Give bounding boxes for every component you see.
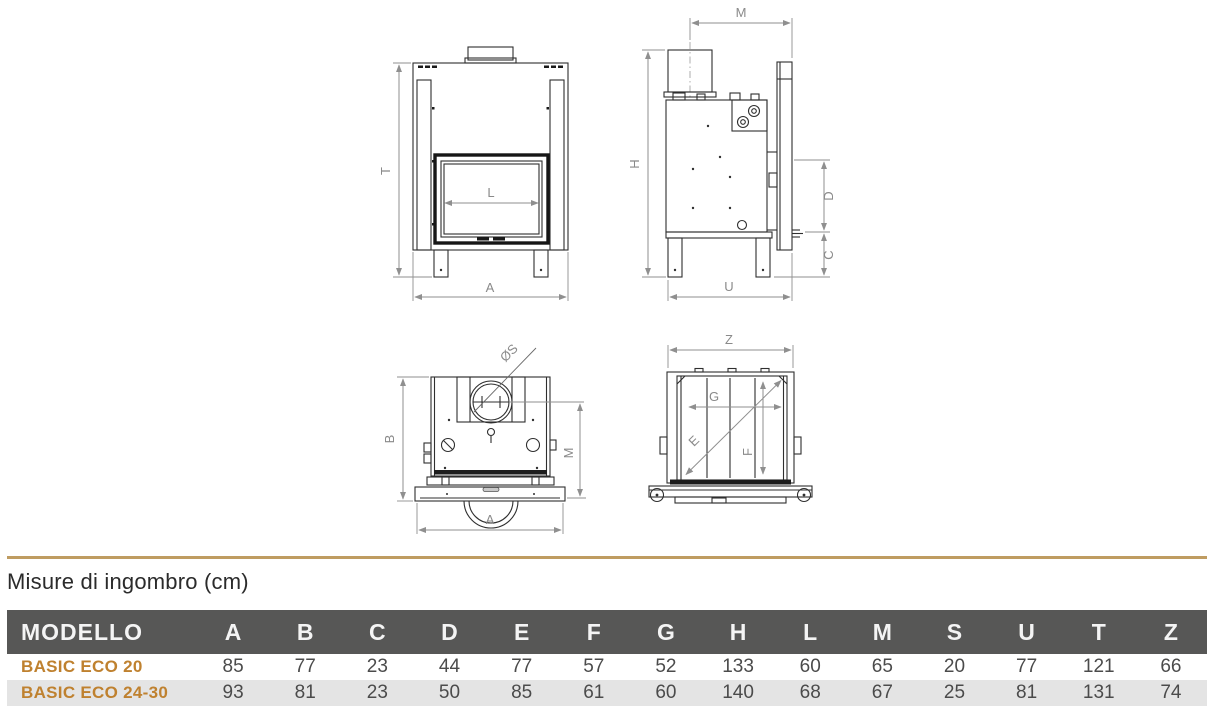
dimension-value: 77 (511, 656, 533, 677)
model-name: BASIC ECO 24-30 (21, 683, 169, 702)
table-header-row (7, 610, 1207, 654)
column-header: D (413, 610, 485, 654)
dimension-value: 60 (655, 682, 677, 703)
gold-divider (7, 556, 1207, 559)
top-dimensions (382, 341, 586, 534)
dim-label-f: F (740, 448, 755, 456)
dimension-value: 60 (799, 656, 821, 677)
model-name: BASIC ECO 20 (21, 657, 143, 676)
dim-label-d: D (821, 191, 836, 201)
dimension-value: 68 (799, 682, 821, 703)
front-view-drawing (378, 47, 568, 301)
column-header: G (630, 610, 702, 654)
side-door-panel (767, 62, 803, 250)
dim-label-h: H (627, 159, 642, 169)
dimension-value: 77 (1016, 656, 1038, 677)
firebox-base (649, 480, 812, 504)
dim-label-m2: M (561, 447, 576, 459)
column-header: S (918, 610, 990, 654)
table-row (7, 654, 1207, 680)
dimension-value: 23 (366, 682, 388, 703)
dimension-value: 121 (1082, 656, 1115, 677)
dimension-value: 67 (871, 682, 893, 703)
column-header: T (1063, 610, 1135, 654)
dim-label-e: E (685, 432, 703, 450)
dimension-value: 44 (438, 656, 461, 677)
dimension-value: 65 (871, 656, 893, 677)
dim-label-l: L (487, 185, 495, 200)
model-column-header: MODELLO (7, 610, 197, 654)
dim-label-a2: A (485, 512, 495, 527)
column-header: L (774, 610, 846, 654)
dimension-value: 77 (294, 656, 316, 677)
dim-label-g: G (708, 389, 720, 404)
side-body-outline (664, 42, 767, 232)
table-row (7, 680, 1207, 706)
top-view-drawing (382, 341, 586, 534)
top-body-outline (424, 377, 556, 476)
dimension-value: 66 (1160, 656, 1182, 677)
column-header: F (558, 610, 630, 654)
dim-label-t: T (378, 167, 393, 175)
dim-label-c: C (821, 250, 836, 260)
dimension-value: 50 (438, 682, 461, 703)
column-header: H (702, 610, 774, 654)
dimension-value: 81 (1016, 682, 1038, 703)
firebox-outline (660, 369, 801, 484)
dimension-value: 57 (583, 656, 605, 677)
dim-label-m: M (735, 5, 747, 20)
column-header: Z (1135, 610, 1207, 654)
dimension-value: 81 (294, 682, 316, 703)
dimension-value: 85 (222, 656, 244, 677)
dim-label-z: Z (725, 332, 733, 347)
column-header: A (197, 610, 269, 654)
column-header: E (486, 610, 558, 654)
column-header: B (269, 610, 341, 654)
dimension-value: 20 (943, 656, 966, 677)
dimension-value: 61 (583, 682, 605, 703)
dimension-value: 74 (1160, 682, 1182, 703)
side-legs (666, 232, 772, 277)
dimension-value: 140 (722, 682, 754, 703)
dimension-value: 25 (943, 682, 966, 703)
firebox-view-drawing (649, 332, 812, 503)
dim-label-os: ØS (496, 340, 521, 365)
page-title: Misure di ingombro (cm) (7, 569, 249, 594)
dimensions-table (7, 610, 1207, 706)
side-view-drawing (627, 5, 836, 301)
front-legs (434, 250, 548, 277)
column-header: C (341, 610, 413, 654)
dimension-value: 52 (655, 656, 677, 677)
dimension-value: 131 (1082, 682, 1115, 703)
dim-label-a: A (485, 280, 495, 295)
dimension-value: 93 (222, 682, 244, 703)
dimension-value: 85 (511, 682, 533, 703)
dim-label-u: U (724, 279, 734, 294)
column-header: M (846, 610, 918, 654)
side-dimensions (627, 5, 836, 301)
dim-label-b: B (382, 434, 397, 444)
column-header: U (991, 610, 1063, 654)
dimension-value: 23 (366, 656, 388, 677)
dimension-value: 133 (722, 656, 754, 677)
